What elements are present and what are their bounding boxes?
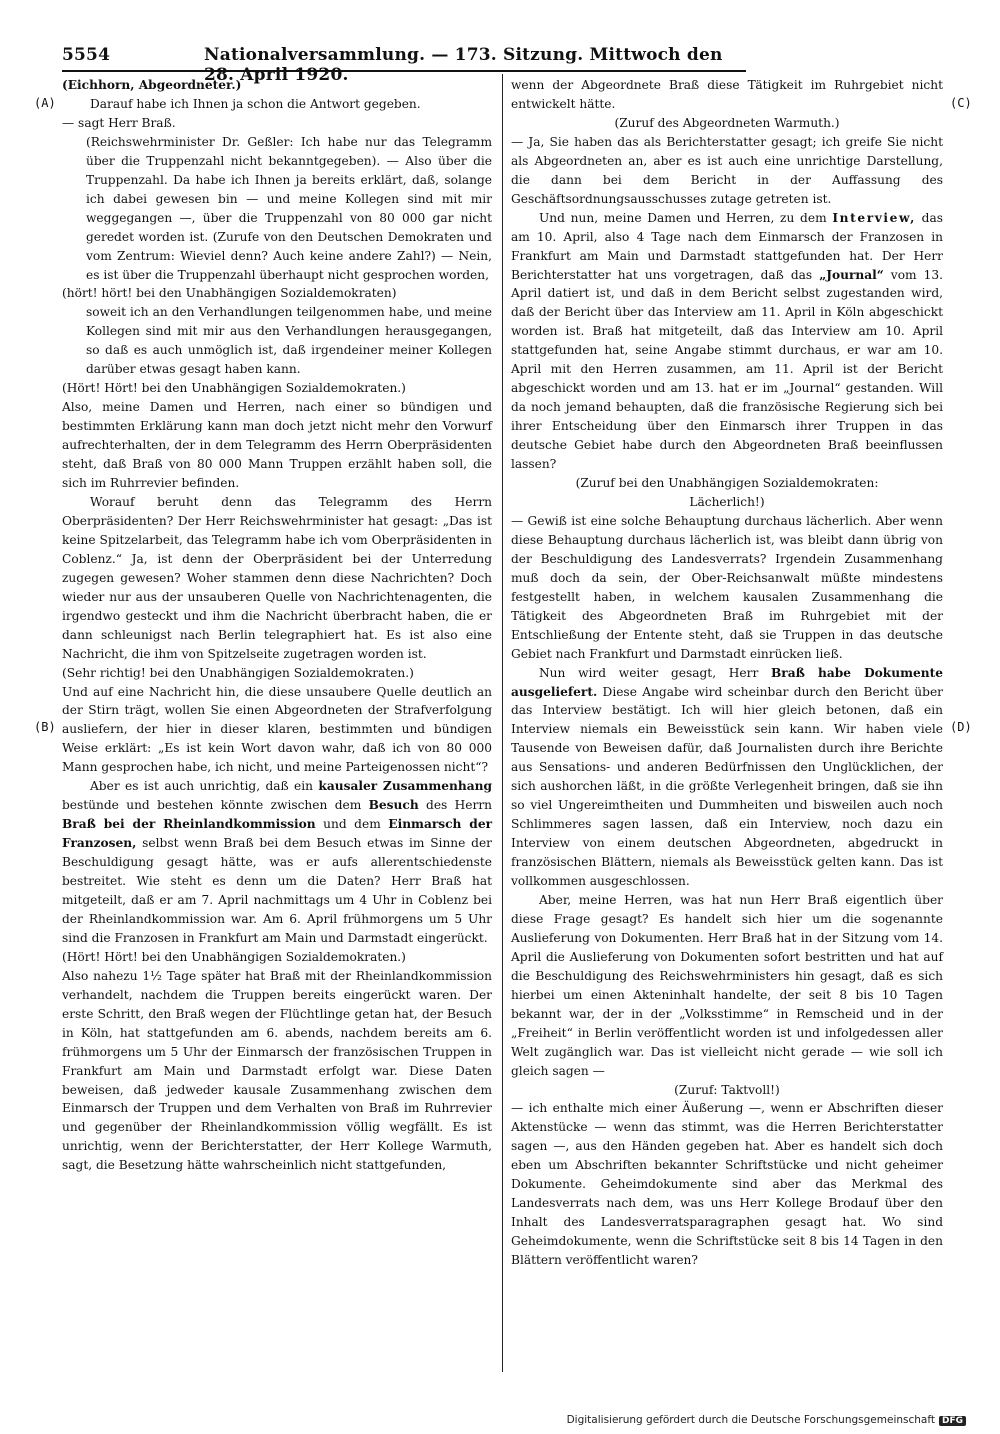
paragraph: soweit ich an den Verhandlungen teilgenommen habe, und meine Kollegen sind mit mir aus den Verhandlungen herausgegangen, so daß es auch unmöglich ist, daß irgendeiner meiner Kollegen darüber etwas gesagt haben kann.	[86, 305, 492, 377]
interjection: (Hört! Hört! bei den Unabhängigen Sozialdemokraten.)	[62, 381, 406, 396]
paragraph: Worauf beruht denn das Telegramm des Herrn Oberpräsidenten? Der Herr Reichswehrminister hat gesagt: „Das ist keine Spitzelarbeit, das Telegramm habe ich vom Oberpräsidenten in Coblenz.“ Ja, ist denn der Oberpräsident bei der Unterredung zugegen gewesen? Woher stammen denn diese Nachrichten? Doch wieder nur aus der unsauberen Quelle von Nachrichtenagenten, die irgendwo gesteckt und ihm die Nachricht überbracht haben, die er dann schleunigst nach Berlin telegraphiert hat. Es ist also eine Nachricht, die ihm von Spitzelseite zugetragen worden ist.	[62, 494, 492, 661]
margin-letter-b: (B)	[34, 720, 56, 734]
page-number: 5554	[62, 45, 111, 65]
dfg-logo: DFG	[939, 1416, 966, 1426]
footer-credit	[567, 1414, 966, 1426]
paragraph: — ich enthalte mich einer Äußerung —, wenn er Abschriften dieser Aktenstücke — wenn das stimmt, was die Herren Berichterstatter sagen —, aus den Händen gegeben hat. Aber es handelt sich doch eben um Abschriften bekannter Schriftstücke und nicht geheimer Dokumente. Geheimdokumente sind aber das Merkmal des Landesverrats nach dem, was uns Herr Kollege Brodauf über den Inhalt des Landesverratsparagraphen gesagt hat. Wo sind Geheimdokumente, wenn die Schriftstücke seit 8 bis 14 Tagen in den Blättern veröffentlicht waren?	[511, 1101, 943, 1268]
right-column	[511, 76, 943, 1270]
paragraph: — Ja, Sie haben das als Berichterstatter gesagt; ich greife Sie nicht als Abgeordneten an, aber es ist auch eine unrichtige Darstellung, die dann bei dem Bericht in der Auffassung des Geschäftsordnungsausschusses zutage getreten ist.	[511, 134, 943, 206]
column-divider	[502, 74, 503, 1372]
speaker-note: (Eichhorn, Abgeordneter.)	[62, 78, 242, 92]
margin-letter-c: (C)	[950, 96, 972, 110]
interjection: (Zuruf des Abgeordneten Warmuth.)	[614, 115, 840, 130]
interjection: (Reichswehrminister Dr. Geßler: Ich habe nur das Telegramm über die Truppenzahl nicht bekanntgegeben). — Also über die Truppenzahl. Da habe ich Ihnen ja bereits erklärt, daß, solange ich dabei gewesen bin — und meine Kollegen sind mit mir weggegangen —, über die Truppenzahl von 80 000 gar nicht geredet worden ist. (Zurufe von den Deutschen Demokraten und vom Zentrum: Wieviel denn? Auch keine andere Zahl?) — Nein, es ist über die Truppenzahl überhaupt nicht gesprochen worden,	[86, 134, 492, 282]
paragraph: — sagt Herr Braß.	[62, 115, 176, 130]
margin-letter-d: (D)	[950, 720, 972, 734]
margin-letter-a: (A)	[34, 96, 56, 110]
interjection: Lächerlich!)	[689, 494, 765, 509]
paragraph: Aber es ist auch unrichtig, daß ein kausaler Zusammenhang bestünde und bestehen könnte zwischen dem Besuch des Herrn Braß bei der Rheinlandkommission und dem Einmarsch der Franzosen, selbst wenn Braß bei dem Besuch etwas im Sinne der Beschuldigung gesagt hätte, was er aufs allerentschiedenste bestreitet. Wie steht es denn um die Daten? Herr Braß hat mitgeteilt, daß er am 7. April nachmittags um 4 Uhr in Coblenz bei der Rheinlandkommission war. Am 6. April frühmorgens um 5 Uhr sind die Franzosen in Frankfurt am Main und Darmstadt eingerückt.	[62, 779, 493, 945]
running-title: Nationalversammlung. — 173. Sitzung. Mittwoch den 28. April 1920.	[204, 45, 723, 85]
interjection: (Zuruf: Taktvoll!)	[674, 1082, 780, 1097]
paragraph: Darauf habe ich Ihnen ja schon die Antwort gegeben.	[90, 96, 421, 111]
interjection: (Sehr richtig! bei den Unabhängigen Sozialdemokraten.)	[62, 665, 414, 680]
paragraph: Aber, meine Herren, was hat nun Herr Braß eigentlich über diese Frage gesagt? Es handelt sich hier um die sogenannte Auslieferung von Dokumenten. Herr Braß hat in der Sitzung vom 14. April die Auslieferung von Dokumenten sofort bestritten und hat auf die Beschuldigung des Reichswehrministers hin gesagt, daß es sich hierbei um einen Akteninhalt handelte, der seit 8 bis 10 Tagen bekannt war, der in der „Volksstimme“ in Remscheid und in der „Freiheit“ in Berlin veröffentlicht worden ist und infolgedessen aller Welt zugänglich war. Das ist vielleicht nicht gerade — wie soll ich gleich sagen —	[511, 892, 943, 1078]
interjection: (Hört! Hört! bei den Unabhängigen Sozialdemokraten.)	[62, 949, 406, 964]
paragraph: Und auf eine Nachricht hin, die diese unsaubere Quelle deutlich an der Stirn trägt, wollen Sie einen Abgeordneten der Strafverfolgung ausliefern, der hier in dieser klaren, bestimmten und bündigen Weise erklärt: „Es ist kein Wort davon wahr, daß ich von 80 000 Mann gesprochen habe, ich nicht, und meine Parteigenossen nicht“?	[62, 684, 492, 775]
paragraph: Also nahezu 1½ Tage später hat Braß mit der Rheinlandkommission verhandelt, nachdem die Truppen bereits eingerückt waren. Der erste Schritt, den Braß wegen der Flüchtlinge getan hat, der Besuch in Köln, hat stattgefunden am 6. abends, nachdem bereits am 6. frühmorgens um 5 Uhr der Einmarsch der französischen Truppen in Frankfurt am Main und Darmstadt erfolgt war. Diese Daten beweisen, daß jedweder kausale Zusammenhang zwischen dem Einmarsch der Truppen und dem Verhalten von Braß im Ruhrrevier und gegenüber der Rheinlandkommission völlig wegfällt. Es ist unrichtig, wenn der Berichterstatter, der Herr Kollege Warmuth, sagt, die Besetzung hätte wahrscheinlich nicht stattgefunden,	[62, 968, 492, 1173]
interjection: (Zuruf bei den Unabhängigen Sozialdemokraten:	[575, 476, 879, 491]
paragraph: Und nun, meine Damen und Herren, zu dem Interview, das am 10. April, also 4 Tage nach dem Einmarsch der Franzosen in Frankfurt am Main und Darmstadt stattgefunden hat. Der Herr Berichterstatter hat uns vorgetragen, daß das „Journal“ vom 13. April datiert ist, und daß in dem Bericht selbst zugestanden wird, daß der Bericht über das Interview am 11. April in Köln abgeschickt worden ist. Braß hat mitgeteilt, daß das Interview am 10. April stattgefunden hat, seine Angabe stimmt durchaus, er war am 10. April mit den Herren zusammen, am 11. April ist der Bericht abgeschickt worden und am 13. hat er im „Journal“ gestanden. Will da noch jemand behaupten, daß die französische Regierung sich bei ihrer Entscheidung über den Einmarsch ihrer Truppen in das deutsche Gebiet habe durch den Abgeordneten Braß beeinflussen lassen?	[511, 210, 943, 472]
paragraph: wenn der Abgeordnete Braß diese Tätigkeit im Ruhrgebiet nicht entwickelt hätte.	[511, 78, 943, 111]
paragraph: Also, meine Damen und Herren, nach einer so bündigen und bestimmten Erklärung kann man doch jetzt nicht mehr den Vorwurf aufrechterhalten, der in dem Telegramm des Herrn Oberpräsidenten steht, daß Braß von 80 000 Mann Truppen erzählt haben soll, die sich im Ruhrrevier befinden.	[62, 400, 492, 491]
funding-note: Digitalisierung gefördert durch die Deutsche Forschungsgemeinschaft	[566, 1414, 935, 1426]
paragraph: Nun wird weiter gesagt, Herr Braß habe Dokumente ausgeliefert. Diese Angabe wird scheinbar durch den Bericht über das Interview bestätigt. Ich will hier gleich betonen, daß ein Interview niemals ein Beweisstück sein kann. Wir haben viele Tausende von Beweisen dafür, daß Journalisten durch ihre Berichte aus Sensations- und anderen Bedürfnissen den Unglücklichen, der sich aushorchen läßt, in die größte Verlegenheit bringen, daß sie ihn so viel Ungereimtheiten und Dummheiten und bisweilen auch noch Schlimmeres sagen lassen, daß ein Interview, noch dazu ein Interview von einem deutschen Abgeordneten, abgedruckt in französischen Blättern, niemals als Beweisstück gelten kann. Das ist vollkommen ausgeschlossen.	[511, 665, 943, 889]
left-column	[62, 76, 492, 1175]
interjection: (hört! hört! bei den Unabhängigen Sozialdemokraten)	[62, 286, 397, 301]
paragraph: — Gewiß ist eine solche Behauptung durchaus lächerlich. Aber wenn diese Behauptung durchaus lächerlich ist, was bleibt dann übrig von der Beschuldigung des Landesverrats? Irgendein Zusammenhang muß doch da sein, der Ober-Reichsanwalt müßte mindestens festgestellt haben, in welchem kausalen Zusammenhang die Tätigkeit des Abgeordneten Braß im Ruhrgebiet mit der Entschließung der Entente steht, daß sie Truppen in das deutsche Gebiet nach Frankfurt und Darmstadt einrücken ließ.	[511, 513, 943, 661]
